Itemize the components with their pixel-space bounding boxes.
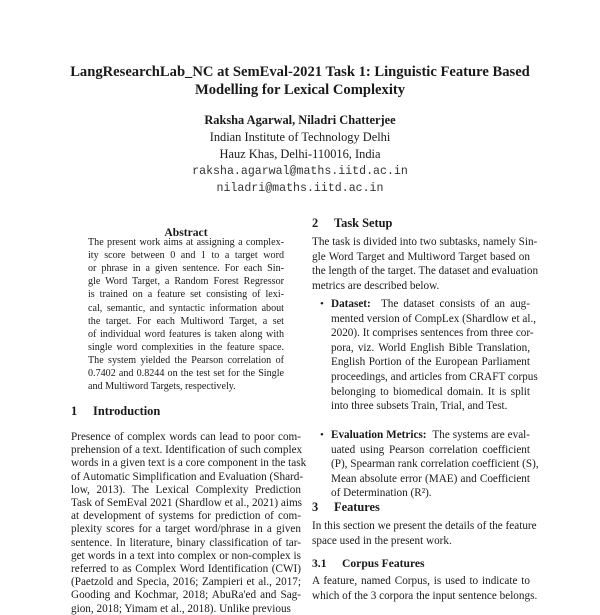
text-line: gle Word Target and Multiword Target based on xyxy=(312,250,530,263)
text-line: 2020). It comprises sentences from three cor- xyxy=(331,327,534,340)
text-line: which of the 3 corpora the input sentence belongs. xyxy=(312,590,538,602)
affiliation-1: Indian Institute of Technology Delhi xyxy=(209,130,391,144)
text-line: pora, viz. World English Bible Translation, xyxy=(331,341,530,354)
text-line: 0.7402 and 0.8244 on the test set for the Single xyxy=(88,368,284,379)
text-line: and Multiword Targets, respectively. xyxy=(88,381,236,393)
text-line: words in a given text is a core component in the task xyxy=(71,457,307,470)
text-line: The task is divided into two subtasks, namely Sin- xyxy=(312,236,538,248)
section-3-heading: 3 Features xyxy=(312,500,380,514)
text-line: referred to as Complex Word Identification (CWI) xyxy=(71,563,301,575)
text-line: The system yielded the Pearson correlation of xyxy=(88,354,284,366)
bullet-icon: • xyxy=(320,298,324,310)
text-line: get words in a text into complex or non-complex is xyxy=(71,549,301,562)
section-1-heading: 1 Introduction xyxy=(71,404,161,418)
paper-title-line-1: LangResearchLab_NC at SemEval-2021 Task 1: Linguistic Feature Based xyxy=(70,64,530,80)
text-line: Dataset: The dataset consists of an aug- xyxy=(331,298,530,310)
text-line: belonging to biomedical domain. It is split xyxy=(331,385,530,398)
text-line: metrics are described below. xyxy=(312,279,440,292)
text-line: ity score between 0 and 1 to a target word xyxy=(88,250,284,262)
text-line: plexity scores for a target word/phrase in a given xyxy=(71,523,301,536)
text-line: space used in the present work. xyxy=(312,534,452,547)
text-line: of Determination (R²). xyxy=(331,487,432,500)
text-line: into three subsets Train, Trial, and Test. xyxy=(331,400,508,413)
text-line: of Automatic Simplification and Evaluation (Shard- xyxy=(71,470,304,483)
text-line: or phrase in a given sentence. For each Sin- xyxy=(88,263,284,275)
text-line: (P), Spearman rank correlation coefficient (S), xyxy=(331,458,539,471)
text-line: Mean absolute error (MAE) and Coefficient xyxy=(331,472,530,485)
affiliation-2: Hauz Khas, Delhi-110016, India xyxy=(219,147,381,161)
text-line: Evaluation Metrics: The systems are eval- xyxy=(331,429,531,441)
text-line: Gooding and Kochmar, 2018; AbuRa'ed and Sag- xyxy=(71,589,301,602)
email-2: niladri@maths.iitd.ac.in xyxy=(216,182,384,195)
text-line: In this section we present the details of the feature xyxy=(312,520,537,532)
text-line: single word complexities in the feature space. xyxy=(88,341,284,353)
text-line: the target. For each Multiword Target, a set xyxy=(88,315,284,327)
text-line: prehension of a text. Identification of such complex xyxy=(71,444,303,457)
text-line: uated using Pearson correlation coefficient xyxy=(331,443,530,456)
authors: Raksha Agarwal, Niladri Chatterjee xyxy=(204,113,396,127)
text-line: proceedings, and articles from CRAFT corpus xyxy=(331,371,538,383)
text-line: at development of systems for prediction of com- xyxy=(71,510,301,523)
email-1: raksha.agarwal@maths.iitd.ac.in xyxy=(192,165,408,178)
text-line: cal, semantic, and syntactic information about xyxy=(88,302,284,314)
bullet-icon: • xyxy=(320,429,324,441)
text-line: the length of the target. The dataset and evaluation xyxy=(312,265,539,277)
text-line: Presence of complex words can lead to poor com- xyxy=(71,431,301,443)
text-line: (Paetzold and Specia, 2016; Zampieri et al., 2017; xyxy=(71,576,301,589)
abstract-heading: Abstract xyxy=(164,226,208,239)
text-line: sentence. In literature, binary classification of tar- xyxy=(71,536,301,549)
bullet-label: Evaluation Metrics: xyxy=(331,429,427,441)
text-line: of individual word features is taken along with xyxy=(88,328,284,340)
text-line: English Portion of the European Parliament xyxy=(331,356,530,369)
text-line: The present work aims at assigning a complex- xyxy=(88,237,284,248)
text-line: mented version of CompLex (Shardlow et al., xyxy=(331,312,537,325)
text-line: gion, 2018; Yimam et al., 2018). Unlike previous xyxy=(71,602,291,615)
subsection-3-1-heading: 3.1 Corpus Features xyxy=(312,557,425,570)
paper-title-line-2: Modelling for Lexical Complexity xyxy=(194,82,406,98)
section-2-heading: 2 Task Setup xyxy=(312,216,393,230)
text-line: A feature, named Corpus, is used to indicate to xyxy=(312,575,530,587)
bullet-label: Dataset: xyxy=(331,298,371,310)
text-line: gle Word Target, a Random Forest Regressor xyxy=(88,276,284,288)
text-line: is trained on a feature set consisting of lexi- xyxy=(88,289,284,301)
text-line: Task of SemEval 2021 (Shardlow et al., 2021) aims xyxy=(71,497,303,509)
text-line: low, 2013). The Lexical Complexity Prediction xyxy=(71,483,301,496)
